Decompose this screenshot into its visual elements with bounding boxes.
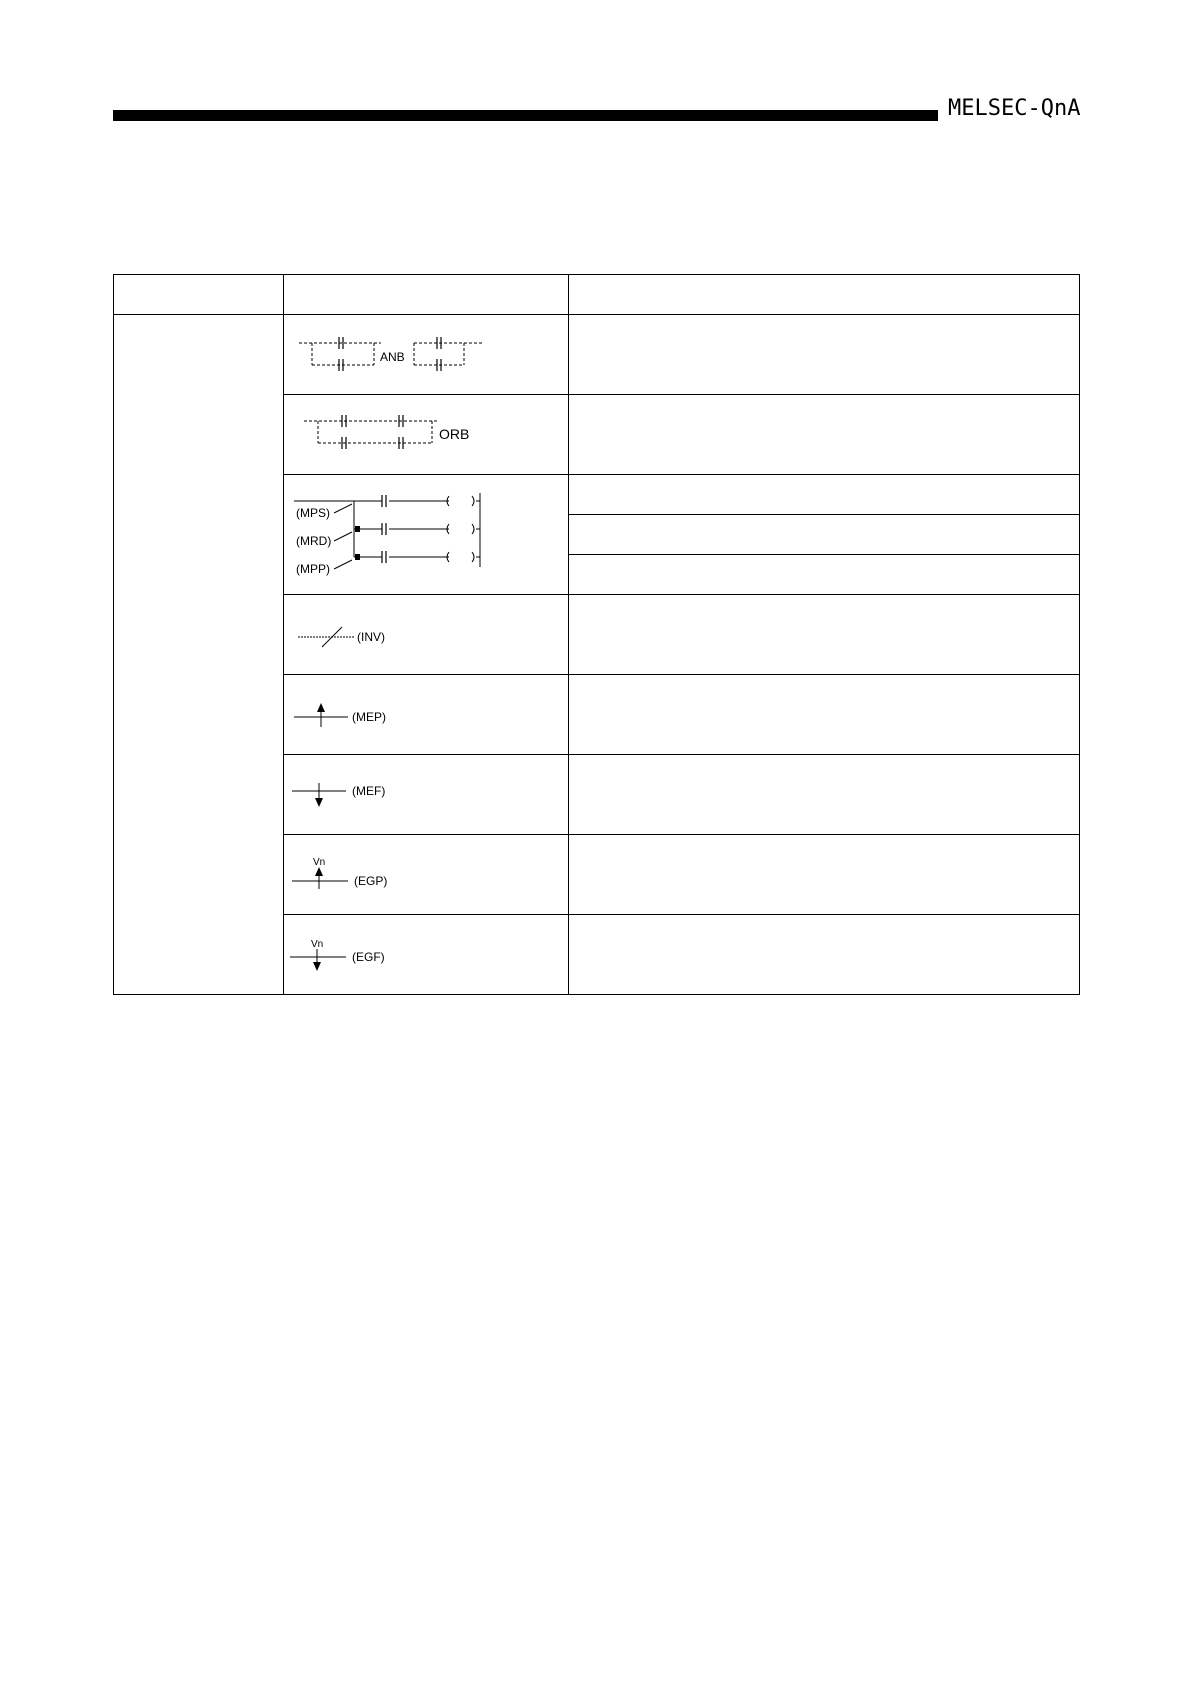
mep-symbol-cell [284, 675, 569, 755]
up-arrow-icon [315, 867, 323, 876]
mrd-label: (MRD) [296, 534, 332, 548]
description-cell [569, 315, 1080, 395]
egp-label: (EGP) [354, 874, 388, 888]
description-cell [569, 475, 1080, 515]
orb-ladder-icon [284, 395, 568, 474]
down-arrow-icon [315, 798, 323, 807]
mef-ladder-icon [284, 755, 568, 834]
anb-ladder-icon [284, 315, 568, 394]
header-rule [113, 110, 938, 121]
down-arrow-icon [313, 962, 321, 971]
anb-symbol-cell [284, 315, 569, 395]
egf-label: (EGF) [352, 950, 385, 964]
description-cell [569, 555, 1080, 595]
table-header-row [114, 275, 1080, 315]
mps-label: (MPS) [296, 506, 330, 520]
orb-symbol-cell [284, 395, 569, 475]
table-row [114, 315, 1080, 395]
anb-label: ANB [380, 350, 405, 364]
egp-symbol-cell [284, 835, 569, 915]
column-header-2 [284, 275, 569, 315]
egp-vn-label: Vn [313, 857, 326, 868]
mpp-label: (MPP) [296, 562, 330, 576]
up-arrow-icon [317, 703, 325, 712]
column-header-3 [569, 275, 1080, 315]
description-cell [569, 395, 1080, 475]
instruction-table [113, 274, 1080, 995]
description-cell [569, 915, 1080, 995]
mep-label: (MEP) [352, 710, 386, 724]
description-cell [569, 675, 1080, 755]
mef-symbol-cell [284, 755, 569, 835]
description-cell [569, 515, 1080, 555]
description-cell [569, 755, 1080, 835]
egp-ladder-icon [284, 835, 568, 914]
description-cell [569, 595, 1080, 675]
egf-symbol-cell [284, 915, 569, 995]
egf-vn-label: Vn [311, 939, 324, 950]
egf-ladder-icon [284, 915, 568, 994]
orb-label: ORB [439, 426, 470, 442]
mep-ladder-icon [284, 675, 568, 754]
brand-title: MELSEC-QnA [948, 96, 1081, 121]
mef-label: (MEF) [352, 784, 386, 798]
mps-mrd-mpp-ladder-icon [284, 475, 568, 594]
column-header-1 [114, 275, 284, 315]
inv-ladder-icon [284, 595, 568, 674]
category-cell [114, 315, 284, 995]
inv-symbol-cell [284, 595, 569, 675]
inv-label: (INV) [357, 630, 385, 644]
description-cell [569, 835, 1080, 915]
mps-mrd-mpp-symbol-cell [284, 475, 569, 595]
